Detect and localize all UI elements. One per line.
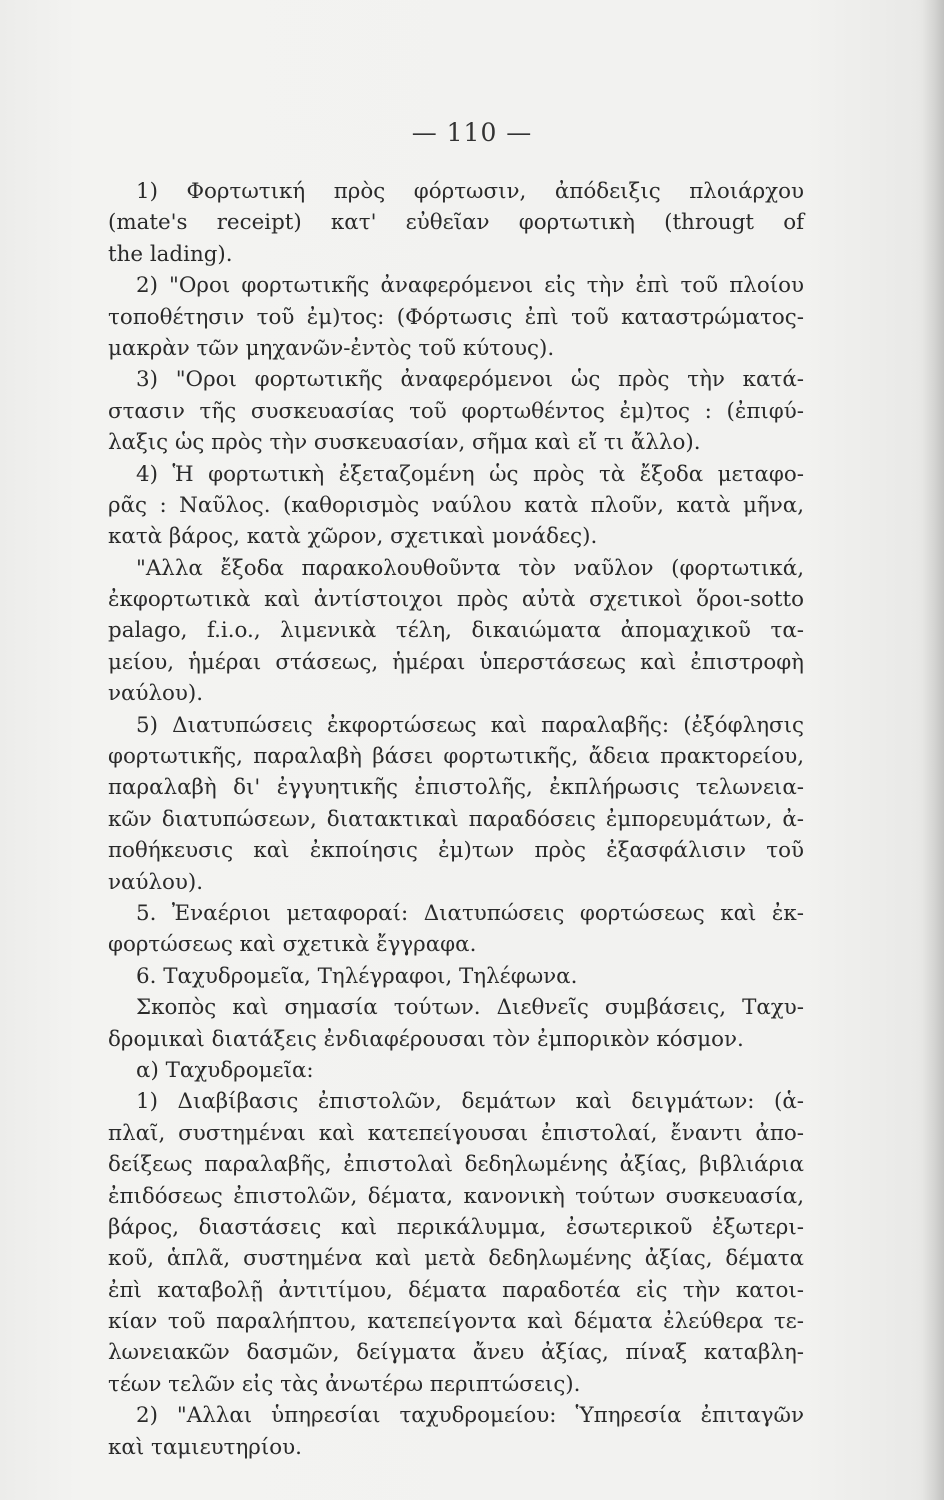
text-line: δείξεως παραλαβῆς, ἐπιστολαὶ δεδηλωμένης ἀξίας, βιβλιάρια	[108, 1152, 804, 1178]
text-line: λωνειακῶν δασμῶν, δείγματα ἄνευ ἀξίας, πίναξ καταβλη-	[108, 1340, 804, 1366]
text-line: φορτωτικῆς, παραλαβὴ βάσει φορτωτικῆς, ἄδεια πρακτορείου,	[108, 744, 804, 770]
text-line: δρομικαὶ διατάξεις ἐνδιαφέρουσαι τὸν ἐμπορικὸν κόσμον.	[108, 1026, 744, 1052]
text-line: 2) "Οροι φορτωτικῆς ἀναφερόμενοι εἰς τὴν ἐπὶ τοῦ πλοίου	[136, 273, 804, 299]
text-line: 1) Φορτωτική πρὸς φόρτωσιν, ἀπόδειξις πλοιάρχου	[136, 179, 804, 204]
text-line: 6. Ταχυδρομεῖα, Τηλέγραφοι, Τηλέφωνα.	[136, 963, 578, 989]
text-line: the lading).	[108, 241, 233, 267]
text-line: ἐπιδόσεως ἐπιστολῶν, δέματα, κανονικὴ τούτων συσκευασία,	[108, 1183, 804, 1209]
text-line: ρᾶς : Ναῦλος. (καθορισμὸς ναύλου κατὰ πλοῦν, κατὰ μῆνα,	[108, 492, 804, 518]
text-line: καὶ ταμιευτηρίου.	[108, 1434, 302, 1460]
text-line: μείου, ἡμέραι στάσεως, ἡμέραι ὑπερστάσεως καὶ ἐπιστροφὴ	[108, 649, 804, 675]
page-body-text	[108, 176, 804, 1463]
text-line: palago, f.i.o., λιμενικὰ τέλη, δικαιώματα ἀπομαχικοῦ τα-	[108, 618, 804, 644]
text-line: λαξις ὡς πρὸς τὴν συσκευασίαν, σῆμα καὶ εἴ τι ἄλλο).	[108, 430, 701, 456]
text-line: ἐπὶ καταβολῇ ἀντιτίμου, δέματα παραδοτέα εἰς τὴν κατοι-	[108, 1277, 804, 1303]
text-line: 2) "Αλλαι ὑπηρεσίαι ταχυδρομείου: Ὑπηρεσία ἐπιταγῶν	[136, 1403, 804, 1429]
text-line: 4) Ἡ φορτωτικὴ ἐξεταζομένη ὡς πρὸς τὰ ἔξοδα μεταφο-	[136, 461, 804, 487]
text-line: κῶν διατυπώσεων, διατακτικαὶ παραδόσεις ἐμπορευμάτων, ἀ-	[108, 806, 804, 832]
text-line: ποθήκευσις καὶ ἐκποίησις ἐμ)των πρὸς ἐξασφάλισιν τοῦ	[108, 838, 804, 864]
text-line: κίαν τοῦ παραλήπτου, κατεπείγοντα καὶ δέματα ἐλεύθερα τε-	[108, 1309, 804, 1335]
text-line: 1) Διαβίβασις ἐπιστολῶν, δεμάτων καὶ δειγμάτων: (ἁ-	[136, 1089, 804, 1115]
text-line: "Αλλα ἔξοδα παρακολουθοῦντα τὸν ναῦλον (φορτωτικά,	[136, 555, 804, 581]
text-line: φορτώσεως καὶ σχετικὰ ἔγγραφα.	[108, 932, 477, 958]
text-line: τοποθέτησιν τοῦ ἐμ)τος: (Φόρτωσις ἐπὶ τοῦ καταστρώματος-	[108, 304, 804, 330]
text-line: ναύλου).	[108, 869, 204, 895]
text-line: κατὰ βάρος, κατὰ χῶρον, σχετικαὶ μονάδες).	[108, 524, 598, 550]
text-line: α) Ταχυδρομεῖα:	[136, 1057, 314, 1083]
text-line: παραλαβὴ δι' ἐγγυητικῆς ἐπιστολῆς, ἐκπλήρωσις τελωνεια-	[108, 775, 804, 801]
page-number-header: — 110 —	[411, 118, 533, 147]
page-edge-shadow	[922, 0, 944, 1500]
text-line: τέων τελῶν εἰς τὰς ἀνωτέρω περιπτώσεις).	[108, 1371, 581, 1397]
text-line: Σκοπὸς καὶ σημασία τούτων. Διεθνεῖς συμβάσεις, Ταχυ-	[136, 995, 804, 1021]
text-line: βάρος, διαστάσεις καὶ περικάλυμμα, ἐσωτερικοῦ ἐξωτερι-	[108, 1214, 804, 1240]
text-line: 3) "Οροι φορτωτικῆς ἀναφερόμενοι ὡς πρὸς τὴν κατά-	[136, 367, 804, 393]
text-line: 5) Διατυπώσεις ἐκφορτώσεως καὶ παραλαβῆς: (ἐξόφλησις	[136, 712, 804, 738]
text-line: μακρὰν τῶν μηχανῶν-ἐντὸς τοῦ κύτους).	[108, 335, 555, 361]
text-line: ἐκφορτωτικὰ καὶ ἀντίστοιχοι πρὸς αὐτὰ σχετικοὶ ὅροι-sotto	[108, 587, 804, 613]
text-line: 5. Ἐναέριοι μεταφοραί: Διατυπώσεις φορτώσεως καὶ ἐκ-	[136, 900, 804, 926]
text-line: στασιν τῆς συσκευασίας τοῦ φορτωθέντος ἐμ)τος : (ἐπιφύ-	[108, 398, 804, 424]
text-line: ναύλου).	[108, 681, 204, 707]
text-line: κοῦ, ἁπλᾶ, συστημένα καὶ μετὰ δεδηλωμένης ἀξίας, δέματα	[108, 1246, 804, 1272]
text-line: πλαῖ, συστημέναι καὶ κατεπείγουσαι ἐπιστολαί, ἔναντι ἀπο-	[108, 1120, 804, 1146]
text-line: (mate's receipt) κατ' εὐθεῖαν φορτωτικὴ (througt of	[108, 210, 804, 236]
